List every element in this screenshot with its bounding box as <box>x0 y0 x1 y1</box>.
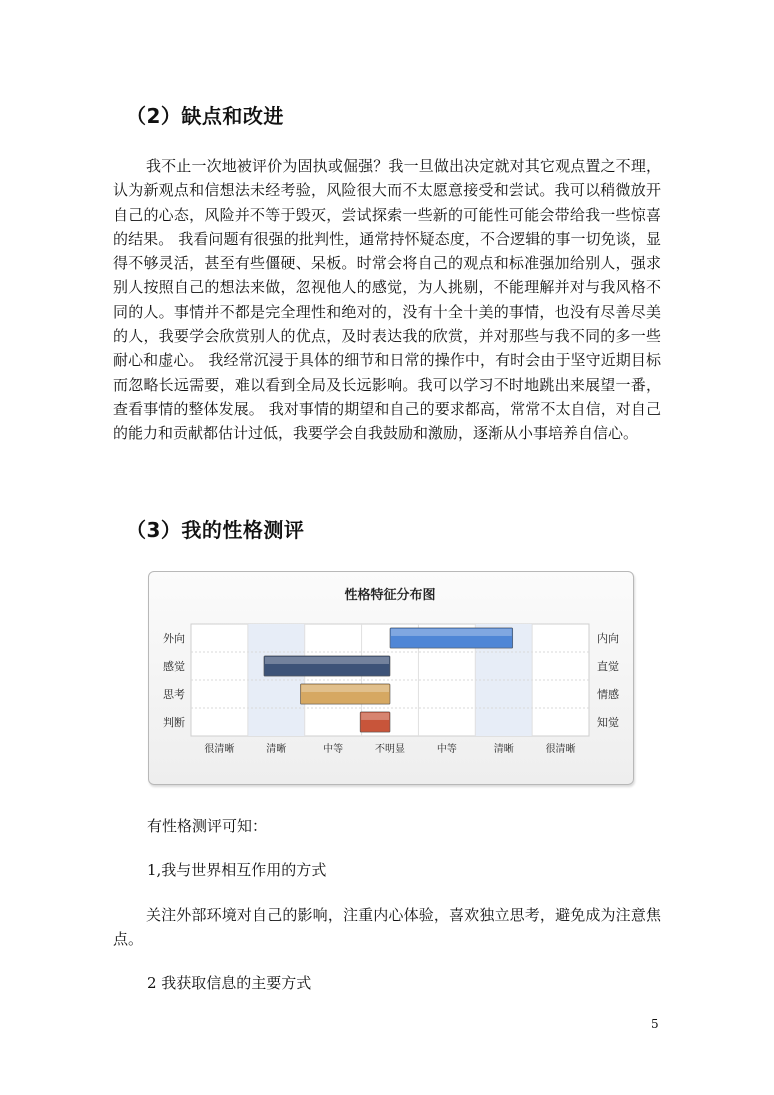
category-label-right: 情感 <box>597 688 619 701</box>
item2-title: 2 我获取信息的主要方式 <box>147 974 312 992</box>
x-tick-label: 清晰 <box>266 744 287 755</box>
chart-title: 性格特征分布图 <box>344 588 436 603</box>
bar-highlight-0 <box>391 629 512 636</box>
category-label-right: 内向 <box>597 632 619 645</box>
category-label-left: 思考 <box>163 688 185 701</box>
x-tick-label: 中等 <box>323 744 344 755</box>
category-label-left: 感觉 <box>163 660 185 673</box>
x-tick-label: 中等 <box>436 744 457 755</box>
bar-highlight-1 <box>265 657 389 664</box>
test-intro: 有性格测评可知： <box>147 817 268 835</box>
personality-chart-svg <box>149 572 633 784</box>
bar-highlight-2 <box>301 685 389 692</box>
section-heading-personality-test: （3）我的性格测评 <box>126 518 305 542</box>
item1-title: 1,我与世界相互作用的方式 <box>147 861 327 879</box>
category-label-left: 外向 <box>163 632 185 645</box>
x-tick-label: 清晰 <box>493 744 514 755</box>
section-heading-weaknesses: （2）缺点和改进 <box>126 104 284 128</box>
category-label-right: 直觉 <box>597 660 619 673</box>
bar-highlight-3 <box>361 713 389 720</box>
item1-text: 关注外部环境对自己的影响，注重内心体验，喜欢独立思考，避免成为注意焦点。 <box>113 906 661 949</box>
category-label-left: 判断 <box>163 716 185 729</box>
x-tick-label: 不明显 <box>375 744 405 755</box>
x-tick-label: 很清晰 <box>545 744 576 755</box>
x-tick-label: 很清晰 <box>204 744 235 755</box>
personality-chart <box>148 571 634 785</box>
weaknesses-paragraph: 我不止一次地被评价为固执或倔强？我一旦做出决定就对其它观点置之不理，认为新观点和信想法未经考验，风险很大而不太愿意接受和尝试。我可以稍微放开自己的心态，风险并不等于毁灭，尝试探索一些新的可能性可能会带给我一些惊喜的结果。 我看问题有很强的批判性，通常持怀疑态度，不合逻辑的事一切免谈，显得不够灵活，甚至有些僵硬、呆板。时常会将自己的观点和标准强加给别人，强求别人按照自己的想法来做，忽视他人的感觉，为人挑剔，不能理解并对与我风格不同的人。事情并不都是完全理性和绝对的，没有十全十美的事情，也没有尽善尽美的人，我要学会欣赏别人的优点，及时表达我的欣赏，并对那些与我不同的多一些耐心和虚心。 我经常沉浸于具体的细节和日常的操作中，有时会由于坚守近期目标而忽略长远需要，难以看到全局及长远影响。我可以学习不时地跳出来展望一番，查看事情的整体发展。 我对事情的期望和自己的要求都高，常常不太自信，对自己的能力和贡献都估计过低，我要学会自我鼓励和激励，逐渐从小事培养自信心。 <box>113 157 661 443</box>
category-label-right: 知觉 <box>597 716 619 729</box>
page-number: 5 <box>651 1017 659 1031</box>
